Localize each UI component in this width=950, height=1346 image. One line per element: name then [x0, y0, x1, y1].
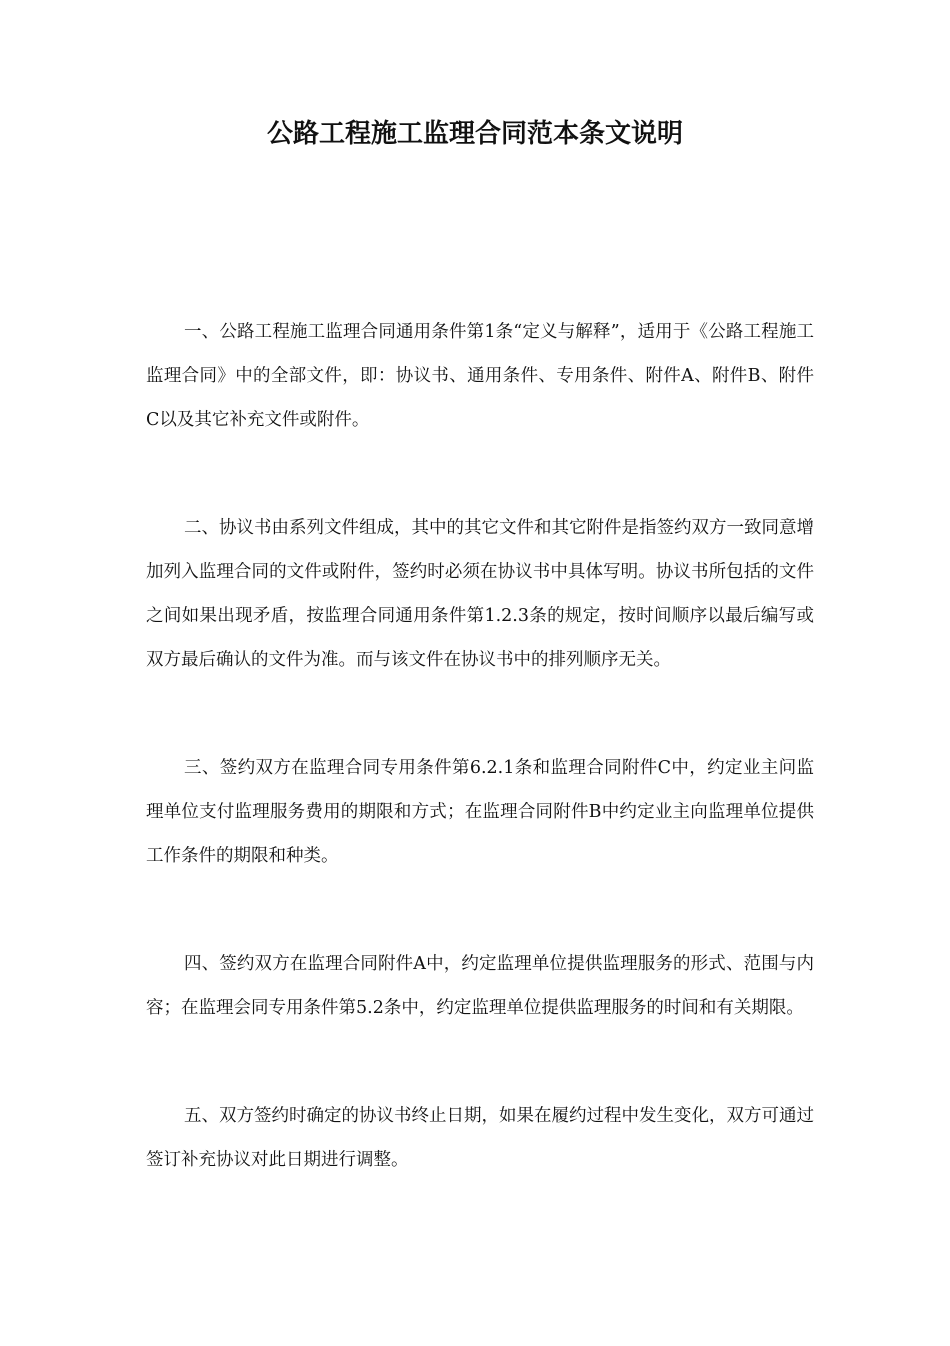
document-body [146, 310, 814, 1246]
document-title: 公路工程施工监理合同范本条文说明 [266, 119, 683, 149]
paragraph-2: 二、协议书由系列文件组成，其中的其它文件和其它附件是指签约双方一致同意增加列入监理合同的文件或附件，签约时必须在协议书中具体写明。协议书所包括的文件之间如果出现矛盾，按监理合同通用条件第1.2.3条的规定，按时间顺序以最后编写或双方最后确认的文件为准。而与该文件在协议书中的排列顺序无关。 [146, 518, 814, 670]
paragraph-4: 四、签约双方在监理合同附件A中，约定监理单位提供监理服务的形式、范围与内容；在监理会同专用条件第5.2条中，约定监理单位提供监理服务的时间和有关期限。 [146, 954, 814, 1018]
paragraph-3: 三、签约双方在监理合同专用条件第6.2.1条和监理合同附件C中，约定业主问监理单位支付监理服务费用的期限和方式；在监理合同附件B中约定业主向监理单位提供工作条件的期限和种类。 [146, 758, 814, 866]
paragraph-1: 一、公路工程施工监理合同通用条件第1条“定义与解释”，适用于《公路工程施工监理合同》中的全部文件，即：协议书、通用条件、专用条件、附件A、附件B、附件C以及其它补充文件或附件。 [146, 322, 814, 430]
paragraph-5: 五、双方签约时确定的协议书终止日期，如果在履约过程中发生变化，双方可通过签订补充协议对此日期进行调整。 [146, 1106, 814, 1170]
